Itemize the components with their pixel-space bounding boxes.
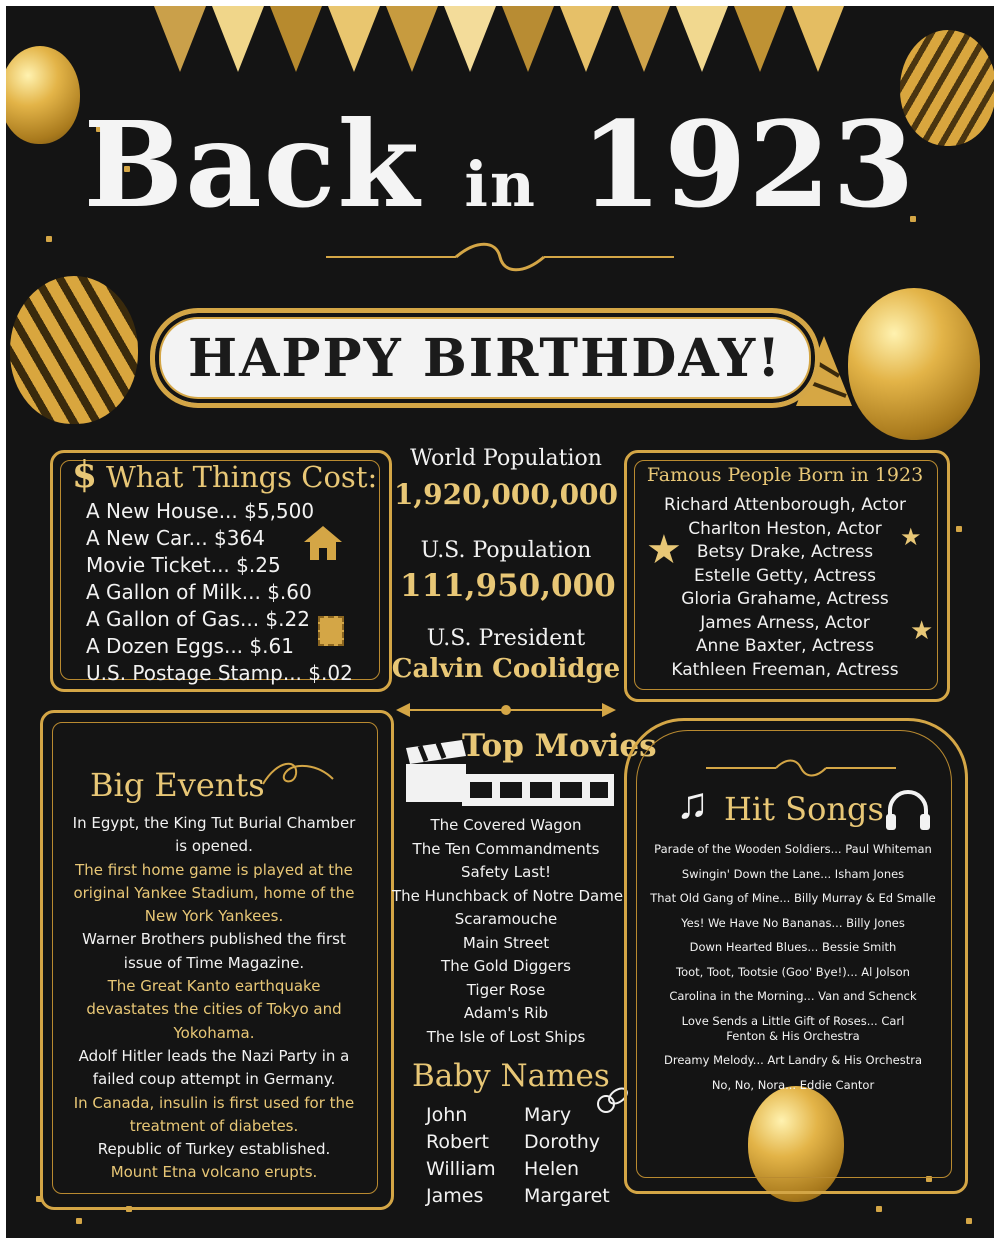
list-item: Toot, Toot, Tootsie (Goo' Bye!)... Al Jolson [676, 964, 910, 979]
list-item: Richard Attenborough, Actor [664, 495, 906, 515]
list-item: Gloria Grahame, Actress [681, 589, 889, 609]
president-label: U.S. President [426, 626, 586, 651]
swirl-icon [326, 240, 674, 274]
baby-heading: Baby Names [412, 1058, 610, 1094]
headphones-icon [884, 788, 932, 834]
film-strip-icon [462, 770, 614, 810]
dollar-icon: $ [72, 454, 98, 496]
event-item: The Great Kanto earthquake devastates the cities of Tokyo and Yokohama. [86, 977, 342, 1042]
list-item: Anne Baxter, Actress [695, 636, 875, 656]
list-item: Yes! We Have No Bananas... Billy Jones [681, 915, 905, 930]
list-item: That Old Gang of Mine... Billy Murray & Ed Smalle [650, 891, 936, 905]
list-item: A Gallon of Gas... $.22 [86, 607, 310, 631]
movies-heading: Top Movies [462, 728, 657, 764]
list-item: Movie Ticket... $.25 [86, 553, 281, 577]
list-item: Swingin' Down the Lane... Isham Jones [681, 866, 905, 881]
list-item: Helen [524, 1158, 579, 1180]
list-item: Mary [524, 1104, 572, 1126]
list-item: The Hunchback of Notre Dame [392, 886, 624, 905]
list-item: U.S. Postage Stamp... $.02 [86, 661, 353, 685]
list-item: Charlton Heston, Actor [688, 518, 882, 539]
happy-birthday-banner: HAPPY BIRTHDAY! [150, 308, 820, 408]
list-item: The Ten Commandments [412, 839, 600, 858]
list-item: Margaret [524, 1185, 610, 1207]
star-icon: ★ [646, 527, 682, 572]
list-item: Tiger Rose [466, 980, 546, 999]
list-item: James Arness, Actor [700, 612, 870, 633]
event-item: In Canada, insulin is first used for the treatment of diabetes. [73, 1093, 355, 1135]
event-item: Adolf Hitler leads the Nazi Party in a failed coup attempt in Germany. [78, 1046, 350, 1089]
stamp-icon [318, 616, 344, 646]
world-population-label: World Population [410, 446, 602, 471]
list-item: Estelle Getty, Actress [694, 565, 876, 586]
title-back: Back [83, 95, 422, 234]
songs-heading: Hit Songs [724, 790, 884, 828]
baby-boys-list [426, 1102, 496, 1210]
swirl-icon [706, 758, 896, 778]
us-population-value: 111,950,000 [400, 568, 616, 604]
list-item: A Gallon of Milk... $.60 [86, 580, 312, 604]
list-item: Betsy Drake, Actress [696, 542, 874, 562]
page-title [6, 95, 994, 234]
title-year: 1923 [580, 95, 917, 234]
list-item: A New House... $5,500 [86, 499, 315, 523]
list-item: William [426, 1158, 496, 1180]
cost-heading: What Things Cost: [106, 460, 378, 494]
list-item: Kathleen Freeman, Actress [671, 659, 899, 680]
list-item: A New Car... $364 [86, 526, 265, 550]
event-item: Warner Brothers published the first issue of Time Magazine. [82, 930, 346, 972]
list-item: Adam's Rib [463, 1004, 549, 1022]
list-item: No, No, Nora... Eddie Cantor [711, 1077, 875, 1092]
songs-list [646, 842, 940, 1093]
list-item: James [426, 1185, 484, 1207]
list-item: Scaramouche [454, 910, 558, 928]
event-item: In Egypt, the King Tut Burial Chamber is opened. [72, 814, 356, 856]
list-item: Main Street [462, 933, 550, 952]
famous-heading: Famous People Born in 1923 [646, 464, 924, 486]
us-population-label: U.S. Population [420, 538, 592, 563]
title-in: in [464, 148, 538, 221]
list-item: Down Hearted Blues... Bessie Smith [689, 940, 897, 954]
arrow-icon [396, 700, 616, 720]
star-icon: ★ [900, 525, 922, 551]
baby-girls-list [524, 1102, 610, 1210]
swirl-icon [258, 754, 338, 794]
event-item: The first home game is played at the original Yankee Stadium, home of the New York Yankees. [73, 860, 355, 926]
balloon-icon [848, 288, 980, 440]
president-value: Calvin Coolidge [391, 654, 621, 684]
list-item: A Dozen Eggs... $.61 [86, 634, 294, 658]
list-item: Carolina in the Morning... Van and Schenck [669, 989, 917, 1003]
list-item: The Gold Diggers [441, 957, 571, 975]
list-item: Parade of the Wooden Soldiers... Paul Whiteman [654, 842, 932, 856]
list-item: The Covered Wagon [430, 816, 582, 834]
poster [6, 6, 994, 1238]
list-item: Dreamy Melody... Art Landry & His Orchestra [663, 1053, 923, 1067]
star-icon: ★ [910, 616, 934, 645]
event-item: Republic of Turkey established. [97, 1140, 331, 1159]
famous-list [646, 494, 924, 682]
list-item: John [426, 1104, 468, 1126]
world-population-value: 1,920,000,000 [393, 478, 619, 511]
list-item: Robert [426, 1131, 489, 1153]
list-item: Dorothy [524, 1131, 601, 1153]
list-item: Safety Last! [460, 863, 551, 881]
list-item: Love Sends a Little Gift of Roses... Carl Fenton & His Orchestra [681, 1013, 905, 1043]
event-item: Mount Etna volcano erupts. [110, 1163, 318, 1182]
list-item: The Isle of Lost Ships [426, 1027, 586, 1046]
events-heading: Big Events [90, 766, 265, 804]
events-list [66, 812, 362, 1185]
balloon-icon [10, 276, 138, 424]
house-icon [302, 522, 344, 564]
music-note-icon: ♫ [676, 779, 709, 828]
movies-list [392, 814, 624, 1049]
